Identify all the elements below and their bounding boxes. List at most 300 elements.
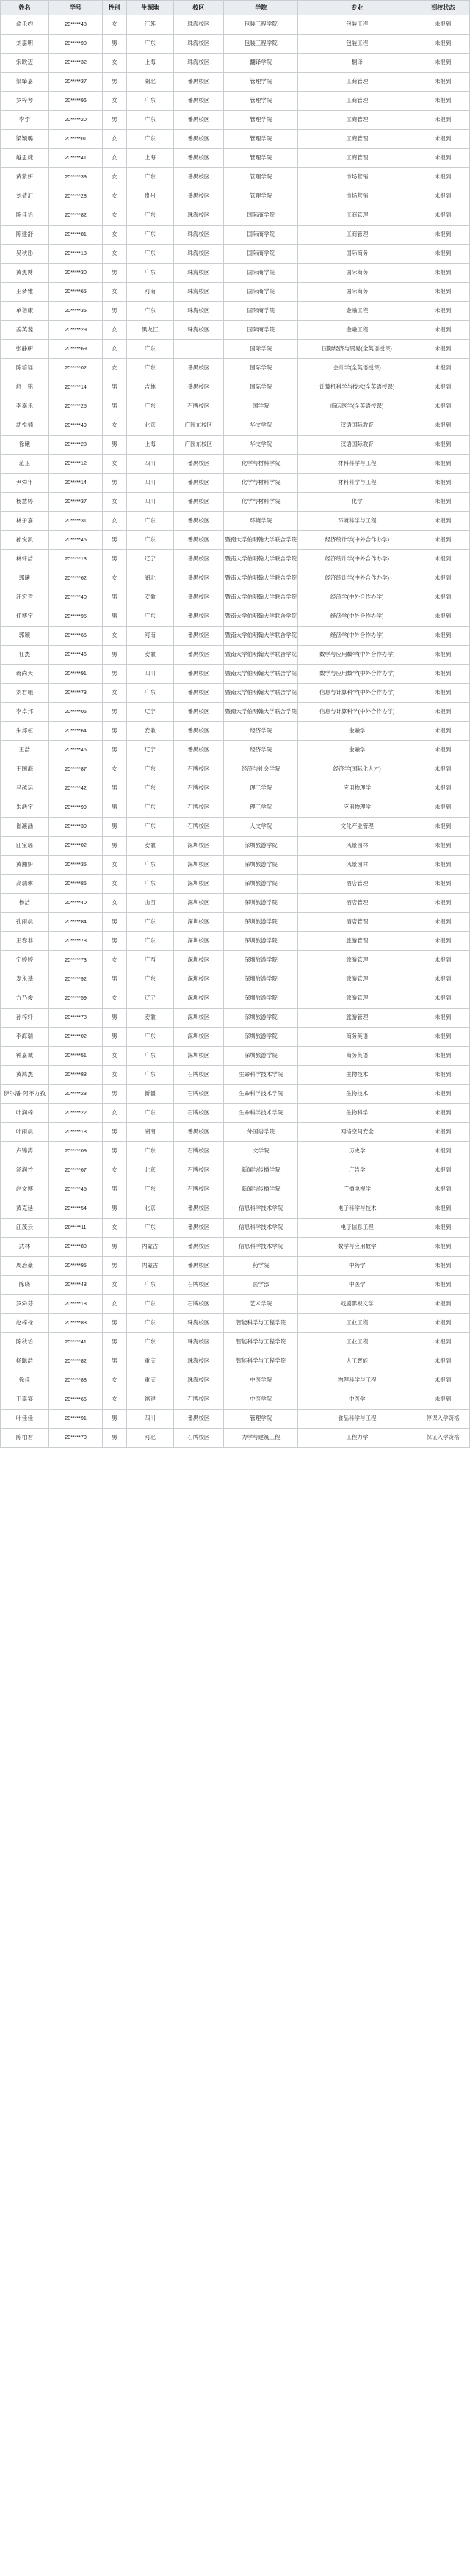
cell-name: 王国海 [1,760,49,779]
cell-major: 旅游管理 [298,951,416,970]
cell-origin: 安徽 [126,722,173,741]
cell-college: 国际学院 [224,378,298,397]
cell-major: 材料科学与工程 [298,474,416,493]
cell-name: 汪宏哲 [1,588,49,607]
cell-major: 中药学 [298,1257,416,1276]
cell-origin: 江苏 [126,15,173,35]
cell-student-id: 20*****37 [49,493,103,512]
cell-gender: 女 [102,340,126,359]
cell-college: 暨南大学伯明翰大学联合学院 [224,569,298,588]
cell-campus: 深圳校区 [173,1047,223,1066]
cell-gender: 男 [102,665,126,684]
cell-college: 深圳旅游学院 [224,970,298,989]
cell-college: 外国语学院 [224,1123,298,1142]
cell-major: 工业工程 [298,1333,416,1352]
cell-campus: 石牌校区 [173,798,223,818]
cell-student-id: 20*****87 [49,760,103,779]
cell-name: 陈培瑶 [1,359,49,378]
cell-student-id: 20*****18 [49,245,103,264]
cell-student-id: 20*****90 [49,35,103,54]
cell-name: 刘君峨 [1,684,49,703]
cell-status: 未报到 [416,1199,470,1219]
cell-campus: 番禺校区 [173,722,223,741]
cell-student-id: 20*****82 [49,1352,103,1371]
cell-college: 生命科学技术学院 [224,1104,298,1123]
cell-gender: 男 [102,779,126,798]
cell-major: 旅游管理 [298,970,416,989]
cell-name: 李卓邦 [1,703,49,722]
cell-college: 中医学院 [224,1390,298,1410]
cell-campus: 石牌校区 [173,1142,223,1161]
cell-major: 商务英语 [298,1047,416,1066]
cell-student-id: 20*****54 [49,1199,103,1219]
cell-student-id: 20*****32 [49,54,103,73]
cell-student-id: 20*****83 [49,1314,103,1333]
cell-student-id: 20*****48 [49,1276,103,1295]
cell-campus [173,340,223,359]
cell-major: 国际商务 [298,245,416,264]
cell-gender: 男 [102,397,126,416]
cell-campus: 石牌校区 [173,779,223,798]
cell-gender: 女 [102,226,126,245]
cell-major: 数学与应用数学(中外合作办学) [298,665,416,684]
cell-name: 周冶豪 [1,1257,49,1276]
cell-college: 深圳旅游学院 [224,989,298,1009]
table-body [1,15,470,1448]
cell-name: 张静研 [1,340,49,359]
cell-gender: 女 [102,1161,126,1180]
cell-major: 市场营销 [298,168,416,187]
table-row [1,875,470,894]
cell-college: 包装工程学院 [224,35,298,54]
table-row [1,111,470,130]
cell-major: 金融学 [298,722,416,741]
cell-gender: 男 [102,378,126,397]
cell-major: 临床医学(全英语授课) [298,397,416,416]
table-row [1,340,470,359]
cell-origin: 广东 [126,206,173,226]
cell-origin: 广东 [126,932,173,951]
table-row [1,1028,470,1047]
cell-gender: 男 [102,703,126,722]
cell-gender: 男 [102,1085,126,1104]
cell-college: 生命科学技术学院 [224,1066,298,1085]
cell-origin: 广东 [126,913,173,932]
table-row [1,722,470,741]
table-row [1,397,470,416]
cell-campus: 番禺校区 [173,1257,223,1276]
cell-gender: 女 [102,684,126,703]
cell-major: 经济学(中外合作办学) [298,588,416,607]
cell-major: 信息与计算科学(中外合作办学) [298,684,416,703]
cell-gender: 男 [102,970,126,989]
cell-status: 未报到 [416,1085,470,1104]
cell-origin: 安徽 [126,646,173,665]
cell-status: 未报到 [416,1371,470,1390]
cell-college: 新闻与传播学院 [224,1161,298,1180]
cell-origin: 广东 [126,1104,173,1123]
cell-student-id: 20*****37 [49,73,103,92]
cell-status: 未报到 [416,264,470,283]
cell-status: 未报到 [416,168,470,187]
cell-major: 生物技术 [298,1066,416,1085]
cell-gender: 女 [102,1219,126,1238]
column-header-gender: 性别 [102,1,126,15]
cell-campus: 番禺校区 [173,378,223,397]
table-row [1,35,470,54]
cell-name: 刘倩汇 [1,187,49,206]
cell-status: 未报到 [416,130,470,149]
cell-student-id: 20*****92 [49,970,103,989]
cell-status: 未报到 [416,416,470,436]
cell-name: 刘嘉明 [1,35,49,54]
cell-student-id: 20*****99 [49,798,103,818]
cell-origin: 辽宁 [126,703,173,722]
cell-gender: 女 [102,1066,126,1085]
cell-gender: 女 [102,1047,126,1066]
cell-name: 李宁 [1,111,49,130]
cell-college: 暨南大学伯明翰大学联合学院 [224,607,298,627]
cell-college: 智能科学与工程学院 [224,1333,298,1352]
cell-campus: 珠海校区 [173,321,223,340]
cell-name: 陈柏君 [1,1429,49,1448]
cell-major: 商务英语 [298,1028,416,1047]
cell-name: 宁婷婷 [1,951,49,970]
cell-gender: 女 [102,1104,126,1123]
cell-campus: 番禺校区 [173,1238,223,1257]
table-row [1,130,470,149]
cell-name: 武林 [1,1238,49,1257]
cell-status: 未报到 [416,760,470,779]
cell-origin: 广东 [126,226,173,245]
cell-status: 未报到 [416,187,470,206]
table-row [1,321,470,340]
cell-gender: 女 [102,875,126,894]
table-row [1,1123,470,1142]
cell-name: 徐佳 [1,1371,49,1390]
cell-name: 麦永基 [1,970,49,989]
cell-major: 旅游管理 [298,932,416,951]
cell-student-id: 20*****82 [49,206,103,226]
cell-origin: 河南 [126,627,173,646]
cell-campus: 珠海校区 [173,245,223,264]
cell-major: 国际经济与贸易(全英语授课) [298,340,416,359]
cell-campus: 番禺校区 [173,149,223,168]
cell-gender: 男 [102,588,126,607]
cell-gender: 女 [102,130,126,149]
cell-college: 暨南大学伯明翰大学联合学院 [224,703,298,722]
cell-major: 金融工程 [298,302,416,321]
table-row [1,302,470,321]
cell-status: 未报到 [416,359,470,378]
cell-name: 李嘉乐 [1,397,49,416]
cell-major: 生物科学 [298,1104,416,1123]
cell-college: 国际商学院 [224,283,298,302]
cell-major: 中医学 [298,1390,416,1410]
cell-origin: 广东 [126,111,173,130]
cell-status: 未报到 [416,1028,470,1047]
cell-gender: 男 [102,264,126,283]
cell-name: 江茂云 [1,1219,49,1238]
cell-name: 李海瑞 [1,1028,49,1047]
cell-student-id: 20*****70 [49,1429,103,1448]
cell-college: 暨南大学伯明翰大学联合学院 [224,550,298,569]
cell-student-id: 20*****29 [49,321,103,340]
cell-origin: 河南 [126,283,173,302]
table-row [1,1314,470,1333]
cell-college: 暨南大学伯明翰大学联合学院 [224,627,298,646]
cell-campus: 石牌校区 [173,1390,223,1410]
cell-college: 艺术学院 [224,1295,298,1314]
cell-status: 未报到 [416,474,470,493]
cell-major: 风景园林 [298,837,416,856]
cell-name: 梁肇嘉 [1,73,49,92]
table-row [1,206,470,226]
cell-status: 未报到 [416,397,470,416]
table-row [1,226,470,245]
table-row [1,512,470,531]
cell-origin: 广东 [126,92,173,111]
cell-campus: 番禺校区 [173,646,223,665]
cell-origin: 重庆 [126,1352,173,1371]
cell-gender: 女 [102,1371,126,1390]
cell-status: 未报到 [416,1333,470,1352]
cell-student-id: 20*****40 [49,894,103,913]
cell-major: 汉语国际教育 [298,416,416,436]
cell-major: 历史学 [298,1142,416,1161]
cell-status: 未报到 [416,1238,470,1257]
cell-name: 王梦雅 [1,283,49,302]
cell-name: 杨聪浩 [1,1352,49,1371]
cell-name: 任杰 [1,646,49,665]
cell-student-id: 20*****14 [49,378,103,397]
cell-gender: 男 [102,302,126,321]
cell-status: 未报到 [416,1276,470,1295]
cell-gender: 男 [102,1123,126,1142]
cell-college: 国际商学院 [224,245,298,264]
table-row [1,569,470,588]
cell-status: 未报到 [416,73,470,92]
cell-college: 深圳旅游学院 [224,856,298,875]
cell-status: 未报到 [416,1104,470,1123]
table-row [1,474,470,493]
cell-status: 未报到 [416,149,470,168]
cell-campus: 番禺校区 [173,607,223,627]
cell-student-id: 20*****88 [49,1371,103,1390]
cell-major: 经济学(中外合作办学) [298,607,416,627]
cell-student-id: 20*****65 [49,283,103,302]
cell-campus: 珠海校区 [173,302,223,321]
cell-college: 深圳旅游学院 [224,951,298,970]
cell-student-id: 20*****45 [49,1180,103,1199]
cell-origin: 广西 [126,951,173,970]
cell-origin: 广东 [126,168,173,187]
cell-name: 梁颖璐 [1,130,49,149]
cell-student-id: 20*****22 [49,1104,103,1123]
table-row [1,455,470,474]
table-row [1,760,470,779]
cell-major: 材料科学与工程 [298,455,416,474]
table-row [1,15,470,35]
cell-status: 未报到 [416,684,470,703]
table-row [1,1180,470,1199]
cell-major: 中医学 [298,1276,416,1295]
cell-major: 工程力学 [298,1429,416,1448]
cell-campus: 深圳校区 [173,951,223,970]
cell-gender: 男 [102,818,126,837]
cell-college: 深圳旅游学院 [224,1028,298,1047]
cell-status: 未报到 [416,1314,470,1333]
table-row [1,607,470,627]
cell-student-id: 20*****41 [49,149,103,168]
table-row [1,837,470,856]
cell-status: 保证入学资格 [416,1429,470,1448]
cell-student-id: 20*****73 [49,684,103,703]
table-row [1,245,470,264]
cell-student-id: 20*****28 [49,187,103,206]
cell-campus: 珠海校区 [173,1333,223,1352]
table-row [1,1371,470,1390]
cell-college: 信息科学技术学院 [224,1219,298,1238]
cell-major: 酒店管理 [298,875,416,894]
cell-gender: 女 [102,92,126,111]
cell-student-id: 20*****02 [49,837,103,856]
cell-gender: 男 [102,1257,126,1276]
cell-name: 罗舜芬 [1,1295,49,1314]
table-row [1,1352,470,1371]
cell-campus: 番禺校区 [173,455,223,474]
cell-status: 未报到 [416,245,470,264]
table-row [1,646,470,665]
cell-campus: 珠海校区 [173,1314,223,1333]
cell-name: 单诣康 [1,302,49,321]
cell-name: 孙悦凯 [1,531,49,550]
cell-origin: 广东 [126,359,173,378]
cell-student-id: 20*****49 [49,416,103,436]
table-row [1,493,470,512]
cell-college: 深圳旅游学院 [224,1009,298,1028]
cell-origin: 吉林 [126,378,173,397]
cell-campus: 石牌校区 [173,1429,223,1448]
cell-status: 未报到 [416,436,470,455]
cell-name: 郭颖 [1,627,49,646]
cell-campus: 番禺校区 [173,1123,223,1142]
cell-college: 理工学院 [224,779,298,798]
cell-campus: 番禺校区 [173,569,223,588]
cell-origin: 广东 [126,531,173,550]
cell-major: 经济统计学(中外合作办学) [298,569,416,588]
cell-name: 王嘉宴 [1,1390,49,1410]
cell-major: 酒店管理 [298,913,416,932]
cell-college: 国际商学院 [224,302,298,321]
cell-origin: 上海 [126,436,173,455]
cell-major: 经济统计学(中外合作办学) [298,531,416,550]
column-header-name: 姓名 [1,1,49,15]
cell-gender: 女 [102,54,126,73]
cell-major: 酒店管理 [298,894,416,913]
cell-major: 翻译 [298,54,416,73]
cell-name: 杨洁 [1,894,49,913]
column-header-status: 到校状态 [416,1,470,15]
cell-campus: 番禺校区 [173,684,223,703]
cell-gender: 男 [102,1028,126,1047]
cell-origin: 广东 [126,397,173,416]
cell-gender: 男 [102,1142,126,1161]
table-row [1,932,470,951]
cell-gender: 男 [102,35,126,54]
table-row [1,1295,470,1314]
table-row [1,1085,470,1104]
table-row [1,149,470,168]
cell-name: 郭曦 [1,569,49,588]
cell-college: 管理学院 [224,149,298,168]
cell-status: 未报到 [416,302,470,321]
cell-campus: 珠海校区 [173,1371,223,1390]
cell-college: 暨南大学伯明翰大学联合学院 [224,588,298,607]
cell-origin: 重庆 [126,1371,173,1390]
cell-gender: 女 [102,187,126,206]
cell-campus: 深圳校区 [173,875,223,894]
table-row [1,779,470,798]
cell-gender: 男 [102,741,126,760]
cell-campus: 番禺校区 [173,359,223,378]
cell-status: 未报到 [416,1352,470,1371]
cell-origin: 广东 [126,1180,173,1199]
table-row [1,1009,470,1028]
cell-origin: 四川 [126,665,173,684]
cell-gender: 女 [102,206,126,226]
cell-gender: 女 [102,493,126,512]
cell-college: 国际商学院 [224,206,298,226]
cell-gender: 女 [102,245,126,264]
cell-name: 赵文博 [1,1180,49,1199]
cell-major: 广播电视学 [298,1180,416,1199]
cell-name: 陈建舒 [1,226,49,245]
cell-status: 未报到 [416,550,470,569]
cell-origin: 上海 [126,54,173,73]
cell-status: 未报到 [416,913,470,932]
cell-gender: 女 [102,569,126,588]
cell-origin: 贵州 [126,187,173,206]
cell-campus: 广园东校区 [173,416,223,436]
cell-major: 工商管理 [298,149,416,168]
cell-college: 深圳旅游学院 [224,837,298,856]
cell-college: 管理学院 [224,1410,298,1429]
cell-campus: 珠海校区 [173,1352,223,1371]
cell-gender: 男 [102,436,126,455]
cell-name: 王浩 [1,741,49,760]
cell-major: 信息与计算科学(中外合作办学) [298,703,416,722]
cell-status: 未报到 [416,35,470,54]
cell-student-id: 20*****28 [49,436,103,455]
cell-origin: 广东 [126,1219,173,1238]
cell-gender: 男 [102,111,126,130]
cell-status: 未报到 [416,321,470,340]
cell-major: 化学 [298,493,416,512]
cell-name: 尹舜年 [1,474,49,493]
cell-major: 计算机科学与技术(全英语授课) [298,378,416,397]
cell-gender: 女 [102,512,126,531]
cell-name: 俞乐约 [1,15,49,35]
table-row [1,1161,470,1180]
table-row [1,741,470,760]
table-row [1,1066,470,1085]
cell-gender: 女 [102,627,126,646]
cell-student-id: 20*****48 [49,15,103,35]
table-row [1,1199,470,1219]
cell-gender: 女 [102,1276,126,1295]
cell-status: 未报到 [416,646,470,665]
